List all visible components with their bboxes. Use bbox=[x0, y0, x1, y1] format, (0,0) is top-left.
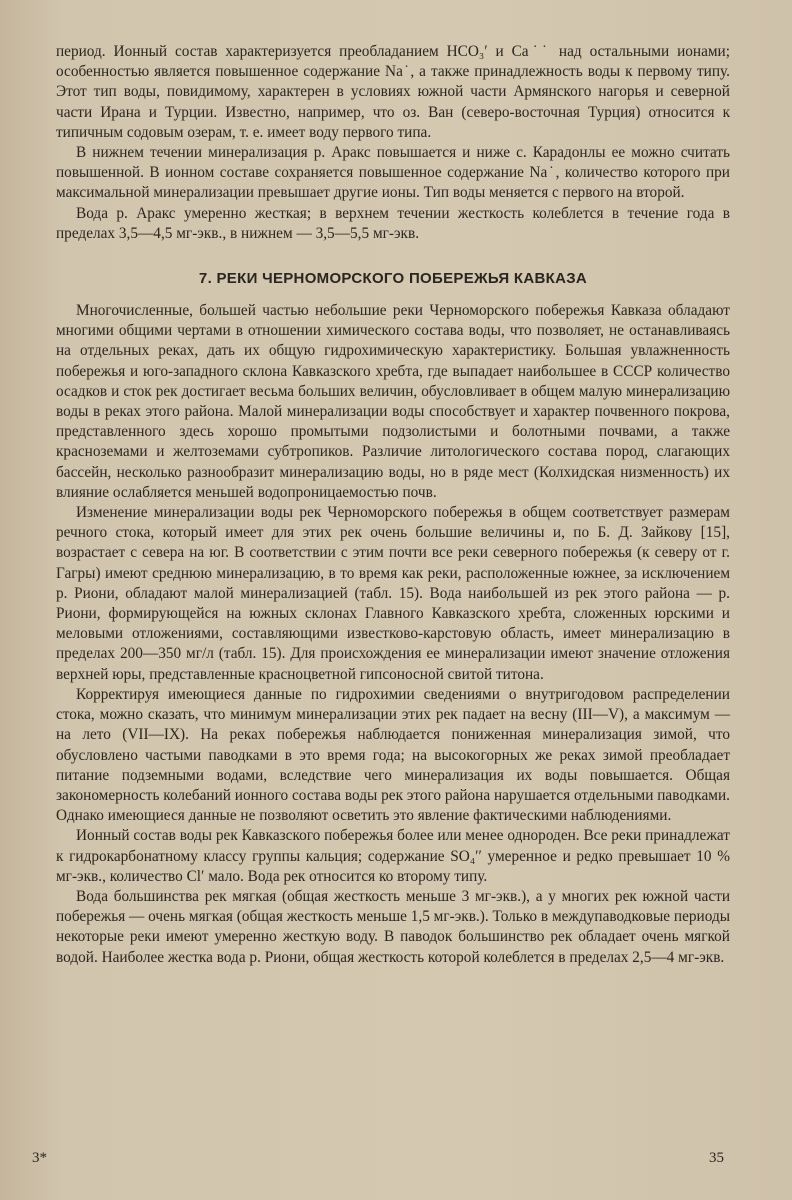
section-heading: 7. РЕКИ ЧЕРНОМОРСКОГО ПОБЕРЕЖЬЯ КАВКАЗА bbox=[198, 270, 588, 288]
paragraph-hardness: Вода большинства рек мягкая (общая жесткость меньше 3 мг-экв.), а у многих рек южной части побережья — очень мягкая (общая жесткость меньше 1,5 мг-экв.). Только в междупаводковые периоды некоторые реки имеют умеренно жесткую воду. В паводок большинство рек обладает очень мягкой водой. Наиболее жестка вода р. Риони, общая жесткость которой колеблется в пределах 2,5—4 мг-экв. bbox=[56, 887, 730, 966]
signature-mark: 3* bbox=[32, 1150, 47, 1166]
paragraph-araks-hardness: Вода р. Аракс умеренно жесткая; в верхнем течении жесткость колеблется в течение года в пределах 3,5—4,5 мг-экв., в нижнем — 3,5—5,5 мг-экв. bbox=[56, 204, 730, 242]
paragraph-araks-lower: В нижнем течении минерализация р. Аракс повышается и ниже с. Карадонлы ее можно считать повышенной. В ионном составе сохраняется повышенное содержание Na˙, количество которого при максимальной минерализации превышает другие ионы. Тип воды меняется с первого на второй. bbox=[56, 144, 730, 202]
paragraph-overview: Многочисленные, большей частью небольшие реки Черноморского побережья Кавказа обладают многими общими чертами в отношении химического состава воды, что позволяет, не останавливаясь на отдельных реках, дать их общую гидрохимическую характеристику. Большая увлажненность побережья и юго-западного склона Кавказского хребта, где выпадает наибольшее в СССР количество осадков и сток рек достигает весьма больших величин, обусловливает в общем малую минерализацию воды в реках этого района. Малой минерализации воды способствует и характер почвенного покрова, представленного здесь хорошо промытыми подзолистыми и болотными почвами, а также красноземами и желтоземами субтропиков. Различие литологического состава пород, слагающих бассейн, несколько разнообразит минерализацию воды, но в ряде мест (Колхидская низменность) их влияние ослабляется меньшей водопроницаемостью почв. bbox=[56, 302, 730, 501]
paragraph-continued: период. Ионный состав характеризуется преобладанием HCO₃′ и Ca˙˙ над остальными ионами; особенностью является повышенное содержание Na˙, а также принадлежность воды к первому типу. Этот тип воды, повидимому, характерен в условиях южной части Армянского нагорья и северной части Ирана и Турции. Известно, например, что оз. Ван (северо-восточная Турция) относится к типичным содовым озерам, т. е. имеет воду первого типа. bbox=[56, 43, 730, 141]
body-text bbox=[56, 42, 730, 968]
paragraph-seasonal: Корректируя имеющиеся данные по гидрохимии сведениями о внутригодовом распределении стока, можно сказать, что минимум минерализации этих рек падает на весну (III—V), а максимум — на лето (VII—IX). На реках побережья наблюдается пониженная минерализация зимой, что обусловлено частыми паводками в это время года; на высокогорных же реках зимой преобладает питание подземными водами, вследствие чего минерализация их воды повышается. Общая закономерность колебаний ионного состава воды рек этого района нарушается отдельными паводками. Однако имеющиеся данные не позволяют осветить это явление фактическими наблюдениями. bbox=[56, 685, 730, 825]
page-number: 35 bbox=[709, 1150, 724, 1166]
paragraph-ionic-composition: Ионный состав воды рек Кавказского побережья более или менее однороден. Все реки принадлежат к гидрокарбонатному классу группы кальция; содержание SO₄′′ умеренное и редко превышает 10 % мг-экв., количество Cl′ мало. Вода рек относится ко второму типу. bbox=[56, 827, 730, 885]
paragraph-mineralization: Изменение минерализации воды рек Черноморского побережья в общем соответствует размерам речного стока, который имеет для этих рек очень большие величины и, по Б. Д. Зайкову [15], возрастает с севера на юг. В соответствии с этим почти все реки северного побережья (к северу от г. Гагры) имеют среднюю минерализацию, в то время как реки, расположенные южнее, за исключением р. Риони, обладают малой минерализацией (табл. 15). Вода наибольшей из рек этого района — р. Риони, формирующейся на южных склонах Главного Кавказского хребта, сложенных юрскими и меловыми отложениями, составляющими известково-карстовую область, имеет минерализацию в пределах 200—350 мг/л (табл. 15). Для происхождения ее минерализации имеют значение отложения верхней юры, представленные красноцветной гипсоносной свитой титона. bbox=[56, 504, 730, 683]
